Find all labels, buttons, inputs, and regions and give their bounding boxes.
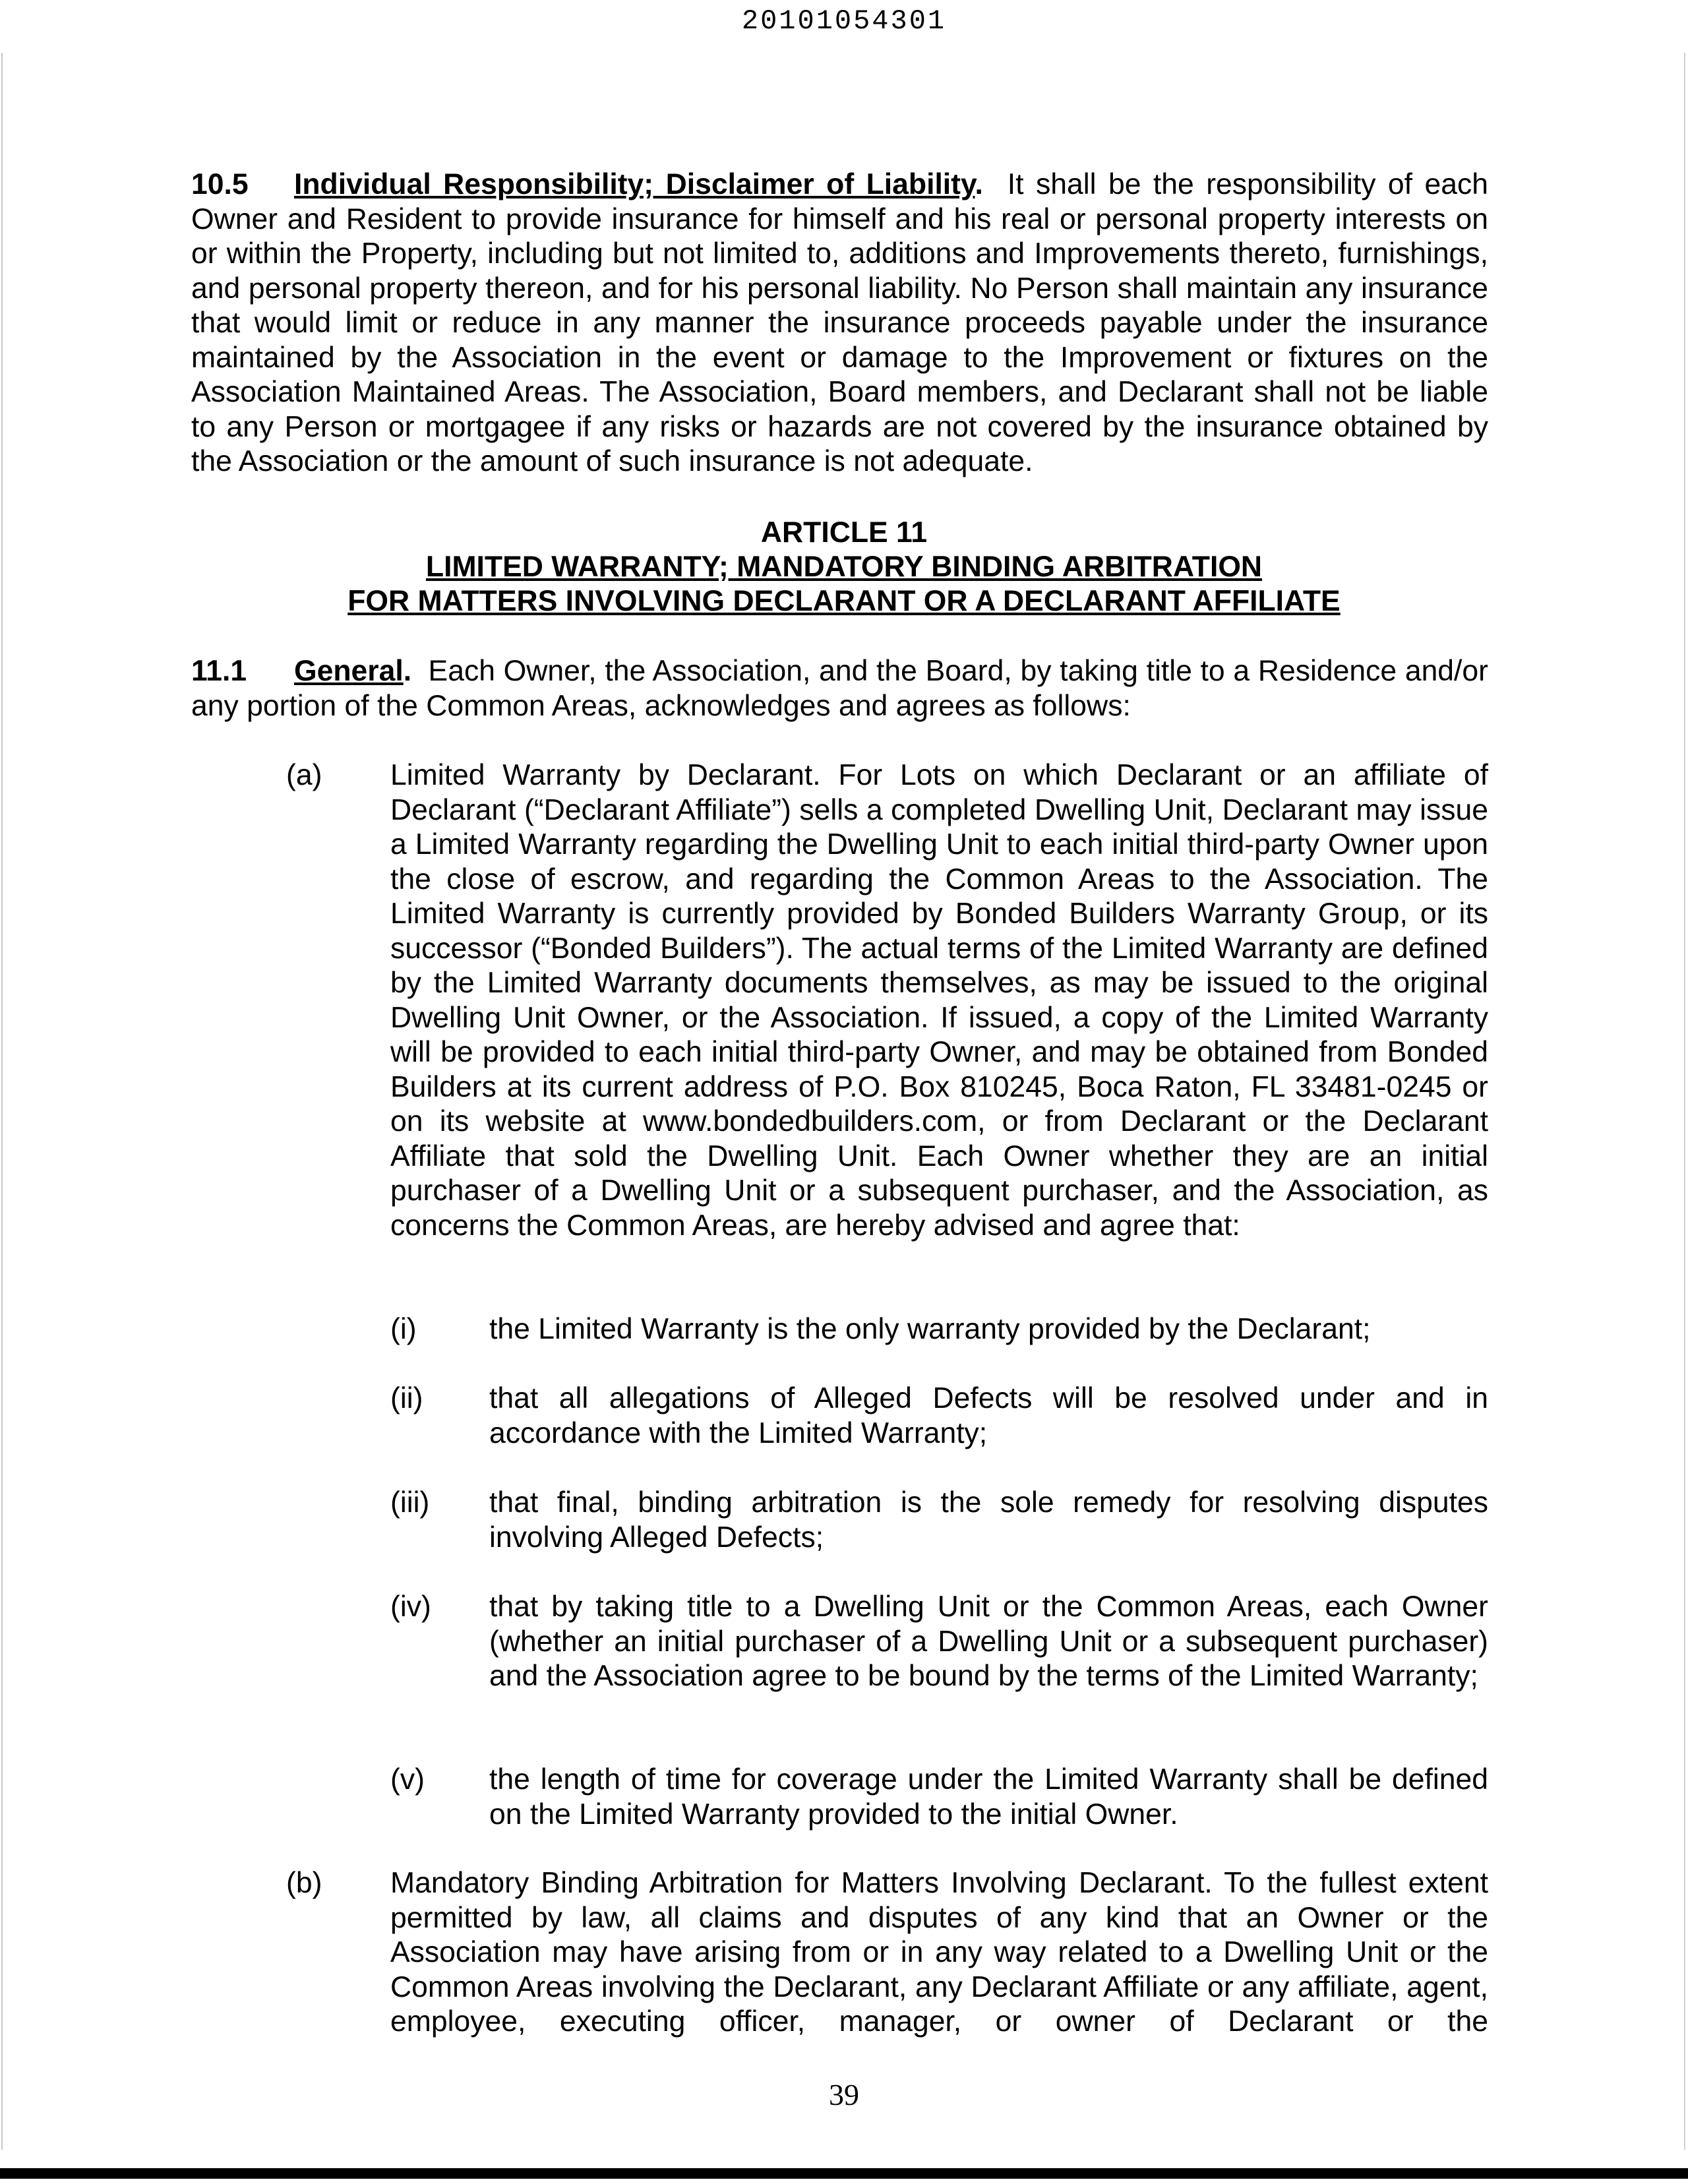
sub-item-text: that by taking title to a Dwelling Unit or the Common Areas, each Owner (whether an initial purchaser of a Dwelling Unit or a subsequent purchaser) and the Association agree to be bound by the terms of the Limited Warranty; — [489, 1591, 1488, 1692]
sub-item-text: that final, binding arbitration is the sole remedy for resolving disputes involving Alleged Defects; — [489, 1486, 1488, 1554]
sub-item-text: the Limited Warranty is the only warranty provided by the Declarant; — [489, 1313, 1371, 1345]
item-a-text: Limited Warranty by Declarant. For Lots on which Declarant or an affiliate of Declarant (“Declarant Affiliate”) sells a completed Dwelling Unit, Declarant may issue a Limited Warranty regarding the Dwelling Unit to each initial third-party Owner upon the close of escrow, and regarding the Common Areas to the Association. The Limited Warranty is currently provided by Bonded Builders Warranty Group, or its successor (“Bonded Builders”). The actual terms of the Limited Warranty are defined by the Limited Warranty documents themselves, as may be issued to the original Dwelling Unit Owner, or the Association. If issued, a copy of the Limited Warranty will be provided to each initial third-party Owner, and may be obtained from Bonded Builders at its current address of P.O. Box 810245, Boca Raton, FL 33481-0245 or on its website at www.bondedbuilders.com, or from Declarant or the Declarant Affiliate that sold the Dwelling Unit. Each Owner whether they are an initial purchaser of a Dwelling Unit or a subsequent purchaser, and the Association, as concerns the Common Areas, are hereby advised and agree that: — [390, 759, 1488, 1242]
item-b-text: Mandatory Binding Arbitration for Matters Involving Declarant. To the fullest extent permitted by law, all claims and disputes of any kind that an Owner or the Association may have arising from or in any way related to a Dwelling Unit or the Common Areas involving the Declarant, any Declarant Affiliate or any affiliate, agent, employee, executing officer, manager, or owner of Declarant or the — [390, 1867, 1488, 2038]
section-11-1 — [191, 654, 1488, 723]
article-number: ARTICLE 11 — [760, 516, 928, 549]
section-body: It shall be the responsibility of each Owner and Resident to provide insurance for himself and his real or personal property interests on or within the Property, including but not limited to, additions and Improvements thereto, furnishings, and personal property thereon, and for his personal liability. No Person shall maintain any insurance that would limit or reduce in any manner the insurance proceeds payable under the insurance maintained by the Association in the event or damage to the Improvement or fixtures on the Association Maintained Areas. The Association, Board members, and Declarant shall not be liable to any Person or mortgagee if any risks or hazards are not covered by the insurance obtained by the Association or the amount of such insurance is not adequate. — [191, 168, 1489, 477]
section-title: Individual Responsibility; Disclaimer of Liability — [294, 168, 975, 200]
article-title-line-2: FOR MATTERS INVOLVING DECLARANT OR A DECLARANT AFFILIATE — [347, 585, 1341, 617]
scan-edge-right — [1684, 53, 1685, 2150]
article-title-line-1: LIMITED WARRANTY; MANDATORY BINDING ARBITRATION — [425, 551, 1263, 583]
section-body: Each Owner, the Association, and the Board, by taking title to a Residence and/or any portion of the Common Areas, acknowledges and agrees as follows: — [191, 655, 1488, 722]
sub-item-text: the length of time for coverage under the Limited Warranty shall be defined on the Limited Warranty provided to the initial Owner. — [489, 1763, 1488, 1831]
item-b-marker: (b) — [286, 1867, 322, 1899]
sub-item-marker: (i) — [390, 1313, 417, 1345]
section-title: General — [294, 655, 404, 687]
sub-item-marker: (ii) — [390, 1382, 423, 1414]
scan-bottom-bar — [0, 2168, 1688, 2179]
section-number: 11.1 — [191, 655, 247, 687]
document-number: 20101054301 — [741, 5, 947, 37]
scan-edge-left — [1, 53, 3, 2150]
section-10-5 — [191, 167, 1488, 479]
sub-item-marker: (v) — [390, 1763, 425, 1796]
title-period: . — [403, 655, 412, 687]
sub-item-marker: (iv) — [390, 1591, 431, 1623]
page-number: 39 — [829, 2078, 859, 2111]
title-period: . — [975, 168, 983, 200]
section-number: 10.5 — [191, 168, 249, 200]
item-a-marker: (a) — [286, 759, 322, 791]
sub-item-marker: (iii) — [390, 1486, 430, 1519]
sub-item-text: that all allegations of Alleged Defects will be resolved under and in accordance with the Limited Warranty; — [489, 1382, 1488, 1449]
article-heading — [185, 516, 1503, 619]
